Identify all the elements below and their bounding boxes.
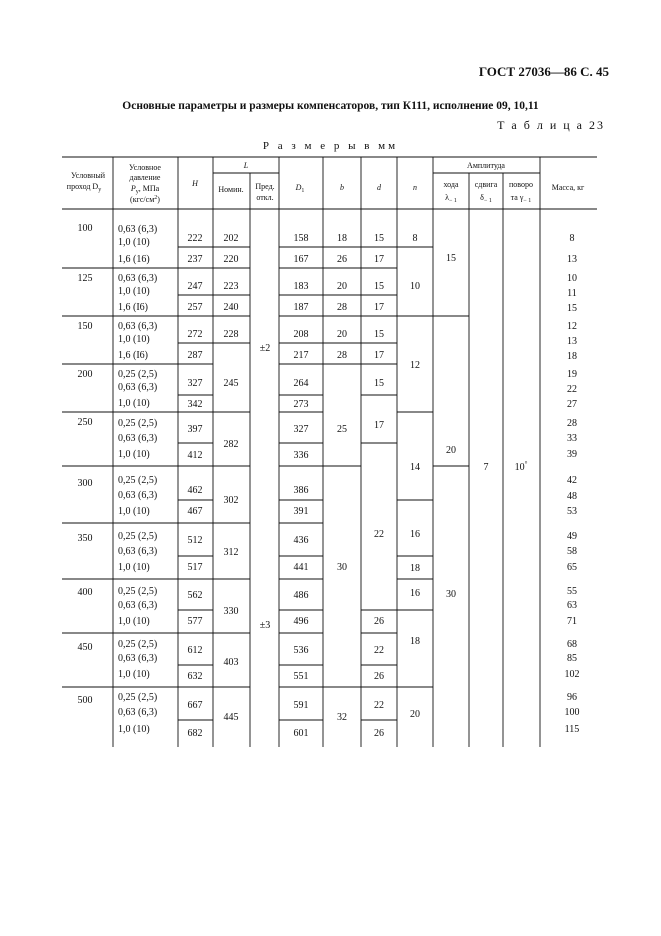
mass-cell: 13 xyxy=(567,254,577,265)
l-nom-cell: 312 xyxy=(223,547,239,558)
hdr-mass: Масса, кг xyxy=(551,183,585,192)
dn-cell: 125 xyxy=(77,273,93,284)
b-cell: 18 xyxy=(337,233,347,244)
d-cell: 15 xyxy=(374,281,384,292)
mass-cell: 28 xyxy=(567,418,577,429)
n-cell: 12 xyxy=(410,360,420,371)
n-cell: 16 xyxy=(410,588,420,599)
h-cell: 577 xyxy=(187,616,203,627)
d1-cell: 327 xyxy=(293,424,309,435)
n-cell: 18 xyxy=(410,636,420,647)
p-cell: 1,0 (10) xyxy=(118,334,150,345)
p-cell: 1,6 (16) xyxy=(118,254,150,265)
mass-cell: 102 xyxy=(564,669,580,680)
mass-cell: 42 xyxy=(567,475,577,486)
b-cell: 28 xyxy=(337,302,347,313)
n-cell: 14 xyxy=(410,462,420,473)
p-cell: 0,25 (2,5) xyxy=(118,418,158,429)
h-cell: 257 xyxy=(187,302,203,313)
n-cell: 16 xyxy=(410,529,420,540)
h-cell: 512 xyxy=(187,535,203,546)
d1-cell: 208 xyxy=(293,329,309,340)
mass-cell: 10 xyxy=(567,273,577,284)
hdr-amp-shift-1: сдвига xyxy=(474,180,498,189)
d1-cell: 391 xyxy=(293,506,309,517)
hdr-dn-line1: Условный xyxy=(71,171,105,180)
l-nom-cell: 330 xyxy=(223,606,239,617)
p-cell: 0,63 (6,3) xyxy=(118,546,158,557)
p-cell: 1,0 (10) xyxy=(118,562,150,573)
hdr-l-nom: Номин. xyxy=(218,185,244,194)
d-cell: 22 xyxy=(374,529,384,540)
p-cell: 0,25 (2,5) xyxy=(118,369,158,380)
h-cell: 287 xyxy=(187,350,203,361)
d1-cell: 551 xyxy=(293,671,309,682)
l-nom-cell: 223 xyxy=(223,281,239,292)
p-cell: 0,25 (2,5) xyxy=(118,475,158,486)
table-label: Т а б л и ц а 23 xyxy=(497,118,605,132)
b-cell: 30 xyxy=(337,562,347,573)
hdr-amp-rot-2: та $\gamma_{- 1}$ xyxy=(510,193,532,204)
dn-cell: 100 xyxy=(77,223,93,234)
d1-cell: 496 xyxy=(293,616,309,627)
dn-cell: 400 xyxy=(77,587,93,598)
mass-cell: 58 xyxy=(567,546,577,557)
l-nom-cell: 403 xyxy=(223,657,239,668)
p-cell: 0,25 (2,5) xyxy=(118,692,158,703)
d-cell: 15 xyxy=(374,329,384,340)
mass-cell: 27 xyxy=(567,399,577,410)
hdr-amp-travel-2: $\lambda_{- 1}$ xyxy=(445,193,457,204)
d-cell: 17 xyxy=(374,350,384,361)
d1-cell: 167 xyxy=(293,254,309,265)
amp-travel-cell: 30 xyxy=(446,589,456,600)
d-cell: 26 xyxy=(374,616,384,627)
mass-cell: 96 xyxy=(567,692,577,703)
n-cell: 8 xyxy=(412,233,418,244)
mass-cell: 49 xyxy=(567,531,577,542)
d-cell: 26 xyxy=(374,728,384,739)
d-cell: 17 xyxy=(374,254,384,265)
d-cell: 22 xyxy=(374,645,384,656)
p-cell: 0,63 (6,3) xyxy=(118,653,158,664)
l-dev-cell: ±3 xyxy=(259,620,271,631)
mass-cell: 68 xyxy=(567,639,577,650)
hdr-p-line1: Условное xyxy=(129,163,161,172)
dn-cell: 350 xyxy=(77,533,93,544)
d-cell: 15 xyxy=(374,378,384,389)
dn-cell: 250 xyxy=(77,417,93,428)
hdr-p-line3: $P_у$, МПа xyxy=(130,184,160,195)
l-nom-cell: 240 xyxy=(223,302,239,313)
p-cell: 0,63 (6,3) xyxy=(118,707,158,718)
hdr-dn-line2: проход $D_у$ xyxy=(66,182,102,193)
mass-cell: 71 xyxy=(567,616,577,627)
dimensions-note: Р а з м е р ы в мм xyxy=(262,140,399,152)
mass-cell: 11 xyxy=(567,288,577,299)
p-cell: 1,0 (10) xyxy=(118,506,150,517)
mass-cell: 22 xyxy=(567,384,577,395)
p-cell: 1,0 (10) xyxy=(118,286,150,297)
p-cell: 0,25 (2,5) xyxy=(118,639,158,650)
hdr-l-dev-2: откл. xyxy=(256,193,274,202)
l-nom-cell: 202 xyxy=(223,233,239,244)
p-cell: 1,0 (10) xyxy=(118,616,150,627)
p-cell: 1,0 (10) xyxy=(118,398,150,409)
p-cell: 1,0 (10) xyxy=(118,449,150,460)
d1-cell: 536 xyxy=(293,645,309,656)
d-cell: 15 xyxy=(374,233,384,244)
hdr-p-line2: давление xyxy=(129,173,161,182)
l-nom-cell: 445 xyxy=(223,712,239,723)
p-cell: 0,25 (2,5) xyxy=(118,586,158,597)
d-cell: 17 xyxy=(374,302,384,313)
l-nom-cell: 282 xyxy=(223,439,239,450)
p-cell: 0,63 (6,3) xyxy=(118,382,158,393)
p-cell: 1,6 (I6) xyxy=(118,350,148,361)
d1-cell: 486 xyxy=(293,590,309,601)
mass-cell: 8 xyxy=(569,233,575,244)
p-cell: 1,0 (10) xyxy=(118,669,150,680)
mass-cell: 65 xyxy=(567,562,577,573)
d1-cell: 273 xyxy=(293,399,309,410)
n-cell: 18 xyxy=(410,563,420,574)
p-cell: 0,63 (6,3) xyxy=(118,224,158,235)
mass-cell: 115 xyxy=(564,724,580,735)
p-cell: 0,63 (6,3) xyxy=(118,321,158,332)
d1-cell: 386 xyxy=(293,485,309,496)
hdr-d: d xyxy=(377,183,381,192)
p-cell: 0,63 (6,3) xyxy=(118,600,158,611)
mass-cell: 12 xyxy=(567,321,577,332)
h-cell: 682 xyxy=(187,728,203,739)
hdr-l-dev-1: Пред. xyxy=(255,182,275,191)
h-cell: 612 xyxy=(187,645,203,656)
mass-cell: 13 xyxy=(567,336,577,347)
mass-cell: 33 xyxy=(567,433,577,444)
mass-cell: 48 xyxy=(567,491,577,502)
dn-cell: 200 xyxy=(77,369,93,380)
hdr-l: L xyxy=(243,161,249,170)
h-cell: 247 xyxy=(187,281,203,292)
hdr-amplitude: Амплитуда xyxy=(467,161,505,170)
h-cell: 222 xyxy=(187,233,203,244)
b-cell: 28 xyxy=(337,350,347,361)
hdr-amp-travel-1: хода xyxy=(443,180,459,189)
mass-cell: 53 xyxy=(567,506,577,517)
n-cell: 10 xyxy=(410,281,420,292)
amp-shift-cell: 7 xyxy=(483,462,489,473)
d1-cell: 336 xyxy=(293,450,309,461)
l-nom-cell: 220 xyxy=(223,254,239,265)
h-cell: 342 xyxy=(187,399,203,410)
amp-travel-cell: 15 xyxy=(446,253,456,264)
d1-cell: 601 xyxy=(293,728,309,739)
mass-cell: 85 xyxy=(567,653,577,664)
hdr-amp-shift-2: $\delta_{- 1}$ xyxy=(480,193,492,204)
d1-cell: 591 xyxy=(293,700,309,711)
b-cell: 20 xyxy=(337,281,347,292)
mass-cell: 63 xyxy=(567,600,577,611)
l-nom-cell: 245 xyxy=(223,378,239,389)
hdr-p-line4: $(кгс/см^2)$ xyxy=(130,195,160,204)
mass-cell: 55 xyxy=(567,586,577,597)
amp-rotation-cell: 10° xyxy=(514,460,528,473)
b-cell: 20 xyxy=(337,329,347,340)
p-cell: 0,63 (6,3) xyxy=(118,490,158,501)
l-nom-cell: 228 xyxy=(223,329,239,340)
hdr-amp-rot-1: поворо xyxy=(508,180,534,189)
dn-cell: 300 xyxy=(77,478,93,489)
d1-cell: 436 xyxy=(293,535,309,546)
p-cell: 1,6 (I6) xyxy=(118,302,148,313)
h-cell: 632 xyxy=(187,671,203,682)
amp-travel-cell: 20 xyxy=(446,445,456,456)
b-cell: 26 xyxy=(337,254,347,265)
h-cell: 517 xyxy=(187,562,203,573)
d1-cell: 264 xyxy=(293,378,309,389)
mass-cell: 39 xyxy=(567,449,577,460)
n-cell: 20 xyxy=(410,709,420,720)
mass-cell: 100 xyxy=(564,707,580,718)
h-cell: 327 xyxy=(187,378,203,389)
mass-cell: 19 xyxy=(567,369,577,380)
b-cell: 25 xyxy=(337,424,347,435)
l-dev-cell: ±2 xyxy=(259,343,271,354)
d1-cell: 217 xyxy=(293,350,309,361)
mass-cell: 15 xyxy=(567,303,577,314)
p-cell: 0,63 (6,3) xyxy=(118,273,158,284)
mass-cell: 18 xyxy=(567,351,577,362)
page-header: ГОСТ 27036—86 С. 45 xyxy=(478,64,609,79)
dn-cell: 450 xyxy=(77,642,93,653)
dn-cell: 150 xyxy=(77,321,93,332)
d1-cell: 187 xyxy=(293,302,309,313)
d-cell: 17 xyxy=(374,420,384,431)
hdr-n: n xyxy=(413,183,417,192)
h-cell: 467 xyxy=(187,506,203,517)
p-cell: 1,0 (10) xyxy=(118,237,150,248)
d-cell: 22 xyxy=(374,700,384,711)
p-cell: 0,25 (2,5) xyxy=(118,531,158,542)
d1-cell: 158 xyxy=(293,233,309,244)
d1-cell: 441 xyxy=(293,562,309,573)
hdr-h: H xyxy=(192,179,198,188)
hdr-b: b xyxy=(340,183,344,192)
h-cell: 462 xyxy=(187,485,203,496)
hdr-d1: $D_1$ xyxy=(295,183,305,194)
d-cell: 26 xyxy=(374,671,384,682)
h-cell: 412 xyxy=(187,450,203,461)
table-caption: Основные параметры и размеры компенсаторов, тип К111, исполнение 09, 10,11 xyxy=(122,100,539,112)
b-cell: 32 xyxy=(337,712,347,723)
l-nom-cell: 302 xyxy=(223,495,239,506)
d1-cell: 183 xyxy=(293,281,309,292)
h-cell: 237 xyxy=(187,254,203,265)
h-cell: 397 xyxy=(187,424,203,435)
h-cell: 667 xyxy=(187,700,203,711)
p-cell: 1,0 (10) xyxy=(118,724,150,735)
h-cell: 272 xyxy=(187,329,203,340)
dn-cell: 500 xyxy=(77,695,93,706)
h-cell: 562 xyxy=(187,590,203,601)
p-cell: 0,63 (6,3) xyxy=(118,433,158,444)
